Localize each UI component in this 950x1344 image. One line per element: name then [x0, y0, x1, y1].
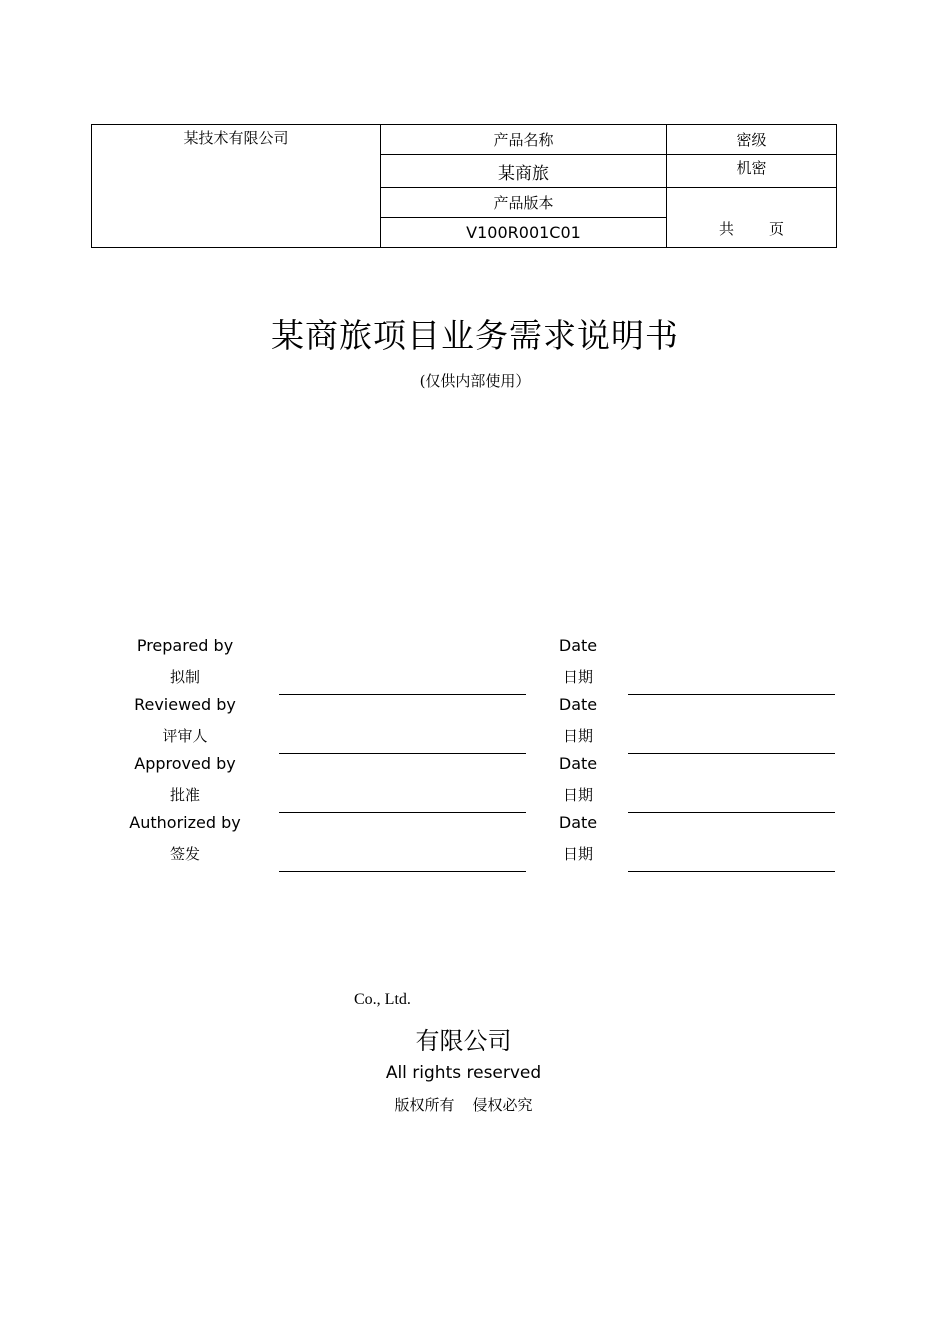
- infringement-notice: 侵权必究: [472, 1096, 533, 1114]
- classification-label: 密级: [667, 125, 837, 155]
- prepared-date-label: Date: [558, 636, 598, 655]
- rights-reserved-cn: [0, 1094, 927, 1115]
- reviewed-date-label-cn: 日期: [562, 727, 593, 745]
- footer-company-name: 有限公司: [415, 1027, 512, 1055]
- reviewed-by-label-cn: 评审人: [162, 727, 208, 745]
- authorized-date-label: Date: [558, 813, 598, 832]
- classification-value: 机密: [667, 155, 837, 188]
- reviewed-date-label: Date: [558, 695, 598, 714]
- prepared-by-label: Prepared by: [136, 636, 234, 655]
- page-count-cell: [667, 188, 837, 248]
- authorized-by-label: Authorized by: [129, 813, 241, 832]
- document-header-table: [91, 124, 837, 248]
- total-label: 共: [718, 220, 734, 238]
- copyright-notice: 版权所有: [394, 1096, 455, 1114]
- document-subtitle: (仅供内部使用）: [419, 372, 531, 390]
- approved-by-label-cn: 批准: [169, 786, 200, 804]
- rights-reserved-en: All rights reserved: [385, 1063, 542, 1083]
- product-name-value: 某商旅: [381, 155, 667, 188]
- company-name: 某技术有限公司: [92, 125, 381, 248]
- product-version-value: V100R001C01: [381, 218, 667, 248]
- authorized-date-label-cn: 日期: [562, 845, 593, 863]
- reviewed-date-line[interactable]: [628, 753, 835, 754]
- pages-label: 页: [768, 220, 784, 238]
- product-name-label: 产品名称: [381, 125, 667, 155]
- document-title: 某商旅项目业务需求说明书: [271, 316, 679, 355]
- approved-by-signature-line[interactable]: [279, 812, 526, 813]
- authorized-by-signature-line[interactable]: [279, 871, 526, 872]
- authorized-by-label-cn: 签发: [169, 845, 200, 863]
- prepared-date-label-cn: 日期: [562, 668, 593, 686]
- approved-date-label-cn: 日期: [562, 786, 593, 804]
- approved-date-line[interactable]: [628, 812, 835, 813]
- company-english-suffix: Co., Ltd.: [354, 991, 411, 1008]
- product-version-label: 产品版本: [381, 188, 667, 218]
- prepared-by-label-cn: 拟制: [169, 668, 200, 686]
- prepared-date-line[interactable]: [628, 694, 835, 695]
- approved-by-label: Approved by: [134, 754, 236, 773]
- reviewed-by-label: Reviewed by: [134, 695, 236, 714]
- reviewed-by-signature-line[interactable]: [279, 753, 526, 754]
- prepared-by-signature-line[interactable]: [279, 694, 526, 695]
- authorized-date-line[interactable]: [628, 871, 835, 872]
- approved-date-label: Date: [558, 754, 598, 773]
